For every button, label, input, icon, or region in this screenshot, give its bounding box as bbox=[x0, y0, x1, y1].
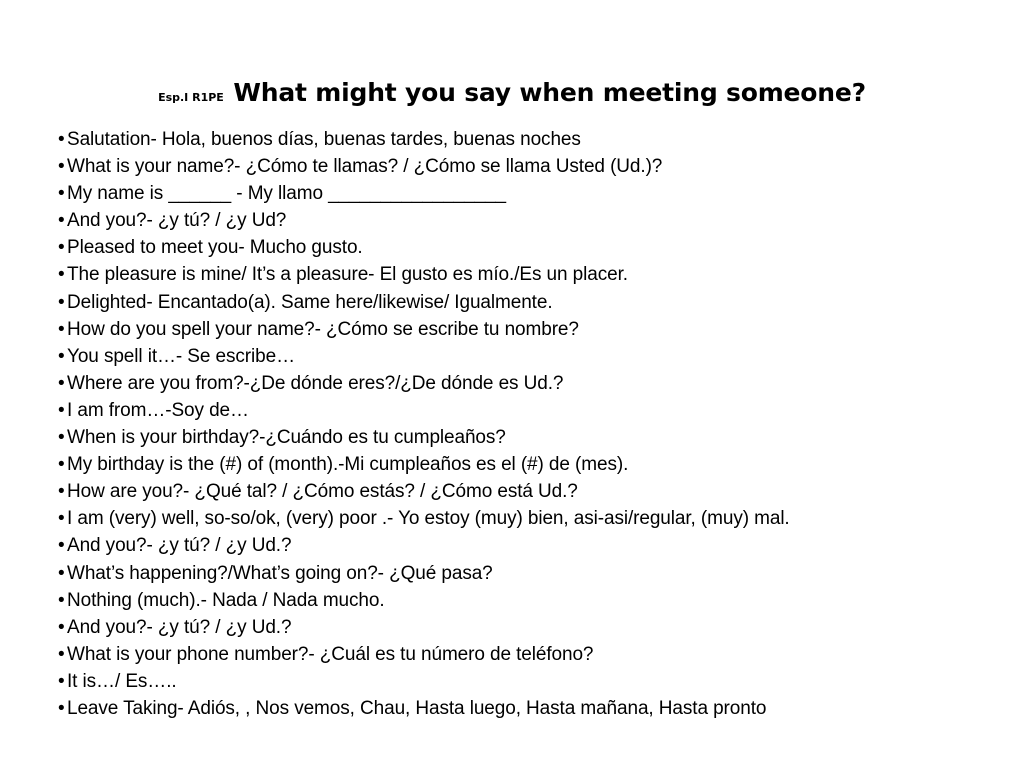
bullet-dot-icon: • bbox=[58, 454, 65, 476]
bullet-dot-icon: • bbox=[58, 237, 65, 259]
phrase-item bbox=[58, 560, 998, 587]
bullet-dot-icon: • bbox=[58, 156, 65, 178]
phrase-text: How are you?- ¿Qué tal? / ¿Cómo estás? / ¿Cómo está Ud.? bbox=[67, 481, 578, 503]
phrase-text: What is your phone number?- ¿Cuál es tu número de teléfono? bbox=[67, 643, 594, 665]
phrase-item bbox=[58, 126, 998, 153]
bullet-dot-icon: • bbox=[58, 210, 65, 232]
phrase-item bbox=[58, 316, 998, 343]
slide-heading: What might you say when meeting someone? bbox=[233, 78, 866, 107]
phrase-text: It is…/ Es….. bbox=[67, 670, 177, 692]
phrase-item bbox=[58, 234, 998, 261]
phrase-item bbox=[58, 289, 998, 316]
phrase-text: The pleasure is mine/ It’s a pleasure- El gusto es mío./Es un placer. bbox=[67, 264, 628, 286]
bullet-dot-icon: • bbox=[58, 697, 65, 719]
phrase-item bbox=[58, 207, 998, 234]
bullet-dot-icon: • bbox=[58, 183, 65, 205]
phrase-item bbox=[58, 424, 998, 451]
course-code: Esp.I R1PE bbox=[158, 91, 224, 104]
bullet-dot-icon: • bbox=[58, 508, 65, 530]
phrase-text: And you?- ¿y tú? / ¿y Ud.? bbox=[67, 535, 292, 557]
phrase-item bbox=[58, 397, 998, 424]
bullet-dot-icon: • bbox=[58, 291, 65, 313]
phrase-text: I am (very) well, so-so/ok, (very) poor .- Yo estoy (muy) bien, asi-asi/regular, (muy) mal. bbox=[67, 508, 790, 530]
bullet-dot-icon: • bbox=[58, 129, 65, 150]
phrase-item bbox=[58, 695, 998, 722]
phrase-text: Delighted- Encantado(a). Same here/likewise/ Igualmente. bbox=[67, 291, 553, 313]
phrase-text: And you?- ¿y tú? / ¿y Ud? bbox=[67, 210, 287, 232]
bullet-dot-icon: • bbox=[58, 589, 65, 611]
phrase-list bbox=[58, 126, 998, 722]
phrase-text: Pleased to meet you- Mucho gusto. bbox=[67, 237, 363, 259]
phrase-text: You spell it…- Se escribe… bbox=[67, 345, 295, 367]
phrase-text: Salutation- Hola, buenos días, buenas tardes, buenas noches bbox=[67, 129, 581, 150]
phrase-item bbox=[58, 532, 998, 559]
phrase-item bbox=[58, 261, 998, 288]
bullet-dot-icon: • bbox=[58, 264, 65, 286]
bullet-dot-icon: • bbox=[58, 345, 65, 367]
phrase-text: Leave Taking- Adiós, , Nos vemos, Chau, Hasta luego, Hasta mañana, Hasta pronto bbox=[67, 697, 767, 719]
phrase-text: What is your name?- ¿Cómo te llamas? / ¿Cómo se llama Usted (Ud.)? bbox=[67, 156, 663, 178]
phrase-item bbox=[58, 343, 998, 370]
bullet-dot-icon: • bbox=[58, 670, 65, 692]
bullet-dot-icon: • bbox=[58, 372, 65, 394]
bullet-dot-icon: • bbox=[58, 399, 65, 421]
bullet-dot-icon: • bbox=[58, 616, 65, 638]
bullet-dot-icon: • bbox=[58, 643, 65, 665]
phrase-text: My birthday is the (#) of (month).-Mi cumpleaños es el (#) de (mes). bbox=[67, 454, 629, 476]
phrase-item bbox=[58, 641, 998, 668]
phrase-item bbox=[58, 668, 998, 695]
phrase-text: And you?- ¿y tú? / ¿y Ud.? bbox=[67, 616, 292, 638]
phrase-text: What’s happening?/What’s going on?- ¿Qué pasa? bbox=[67, 562, 493, 584]
phrase-text: How do you spell your name?- ¿Cómo se escribe tu nombre? bbox=[67, 318, 579, 340]
bullet-dot-icon: • bbox=[58, 481, 65, 503]
phrase-item bbox=[58, 505, 998, 532]
phrase-text: My name is ______ - My llamo _________________ bbox=[67, 183, 507, 205]
bullet-dot-icon: • bbox=[58, 427, 65, 449]
slide-title bbox=[0, 78, 1024, 107]
phrase-text: When is your birthday?-¿Cuándo es tu cumpleaños? bbox=[67, 427, 506, 449]
phrase-item bbox=[58, 153, 998, 180]
phrase-item bbox=[58, 370, 998, 397]
phrase-item bbox=[58, 614, 998, 641]
phrase-text: I am from…-Soy de… bbox=[67, 399, 249, 421]
phrase-item bbox=[58, 180, 998, 207]
phrase-item bbox=[58, 478, 998, 505]
phrase-text: Where are you from?-¿De dónde eres?/¿De dónde es Ud.? bbox=[67, 372, 564, 394]
bullet-dot-icon: • bbox=[58, 562, 65, 584]
bullet-dot-icon: • bbox=[58, 535, 65, 557]
phrase-item bbox=[58, 451, 998, 478]
phrase-item bbox=[58, 587, 998, 614]
phrase-text: Nothing (much).- Nada / Nada mucho. bbox=[67, 589, 385, 611]
bullet-dot-icon: • bbox=[58, 318, 65, 340]
